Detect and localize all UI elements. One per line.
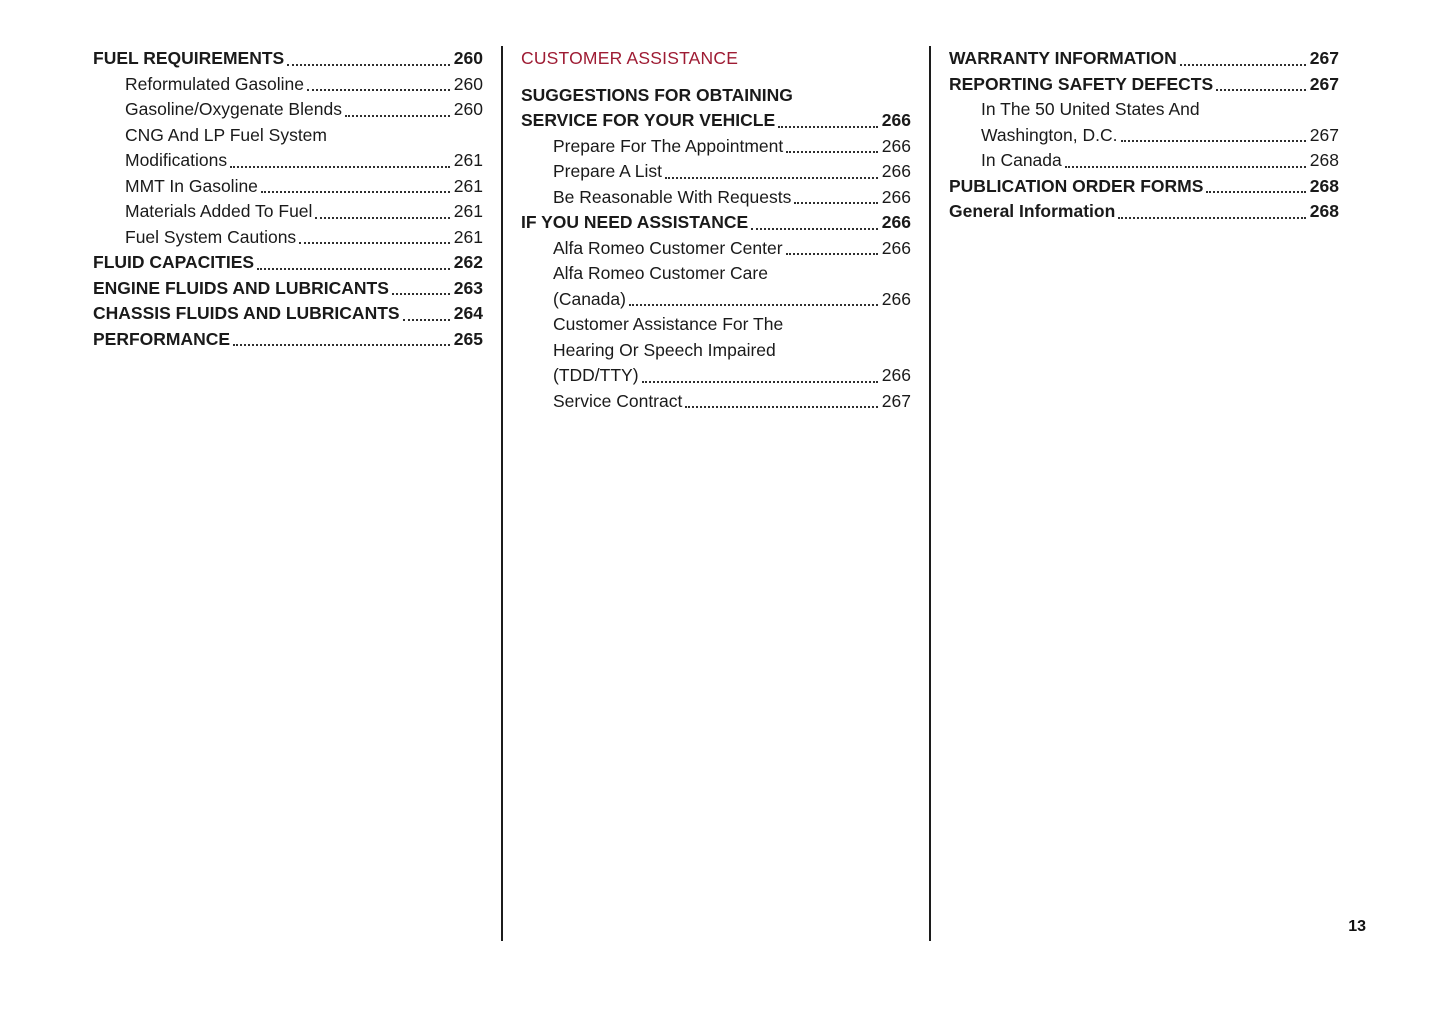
toc-entry-line (553, 363, 911, 389)
dot-leader (299, 242, 450, 244)
dot-leader (786, 151, 878, 153)
toc-entry-page: 266 (881, 365, 911, 385)
dot-leader (261, 191, 450, 193)
toc-entry-label: SERVICE FOR YOUR VEHICLE (521, 110, 776, 130)
toc-entry-label: Washington, D.C. (981, 124, 1118, 145)
dot-leader (1065, 166, 1306, 168)
toc-entry-wrap-line: SUGGESTIONS FOR OBTAINING (521, 84, 793, 105)
toc-entry (949, 97, 1339, 148)
toc-entry-page: 266 (881, 186, 911, 207)
dot-leader (392, 293, 450, 295)
dot-leader (1121, 140, 1306, 142)
toc-entry-page: 265 (453, 328, 483, 349)
toc-entry-line (981, 148, 1339, 174)
dot-leader (257, 268, 450, 270)
toc-entry-page: 267 (1309, 124, 1339, 145)
toc-entry-line (949, 174, 1339, 200)
toc-entry-wrap-line: Hearing Or Speech Impaired (553, 339, 776, 360)
toc-entry-page: 266 (881, 212, 911, 232)
toc-entry (93, 225, 483, 251)
toc-entry-line (125, 225, 483, 251)
toc-entry-label: Be Reasonable With Requests (553, 186, 792, 207)
dot-leader (751, 228, 878, 230)
toc-entry-page: 260 (453, 99, 483, 119)
toc-entry (521, 210, 911, 236)
toc-entry-label: Fuel System Cautions (125, 226, 297, 247)
toc-entry (93, 97, 483, 123)
toc-entry-line (553, 287, 911, 313)
toc-entry-line (125, 72, 483, 98)
toc-entry-page: 267 (1309, 48, 1339, 68)
toc-entry-line (981, 123, 1339, 149)
toc-entry-label: Gasoline/Oxygenate Blends (125, 99, 342, 119)
toc-entry-wrap-line: Customer Assistance For The (553, 314, 784, 334)
toc-entry-line (93, 301, 483, 327)
dot-leader (315, 217, 449, 219)
toc-entry (93, 301, 483, 327)
toc-entry-page: 267 (1309, 73, 1339, 94)
toc-entry-page: 266 (881, 237, 911, 258)
dot-leader (233, 344, 450, 346)
toc-entry-label: Alfa Romeo Customer Center (553, 237, 783, 258)
toc-entry-page: 260 (453, 73, 483, 94)
section-heading: CUSTOMER ASSISTANCE (521, 48, 739, 68)
toc-entry-label: Service Contract (553, 390, 683, 411)
toc-entry-label: General Information (949, 201, 1116, 221)
toc-entry-line (93, 250, 483, 276)
toc-entry (93, 72, 483, 98)
toc-columns-container (93, 46, 1339, 941)
dot-leader (230, 166, 450, 168)
toc-entry-label: PUBLICATION ORDER FORMS (949, 175, 1204, 196)
toc-entry (949, 174, 1339, 200)
toc-entry-line (93, 327, 483, 353)
dot-leader (1206, 191, 1305, 193)
toc-entry-label: CHASSIS FLUIDS AND LUBRICANTS (93, 303, 400, 323)
dot-leader (287, 64, 450, 66)
dot-leader (1118, 217, 1306, 219)
toc-entry-label: PERFORMANCE (93, 328, 231, 349)
toc-entry-page: 262 (453, 252, 483, 272)
toc-entry (521, 389, 911, 415)
toc-entry-label: (TDD/TTY) (553, 365, 639, 385)
toc-entry-label: Prepare A List (553, 161, 662, 181)
toc-entry-label: FUEL REQUIREMENTS (93, 48, 285, 68)
toc-entry-page: 263 (453, 277, 483, 298)
toc-column-3 (949, 46, 1339, 225)
dot-leader (642, 381, 878, 383)
dot-leader (778, 126, 878, 128)
page-number: 13 (1348, 918, 1366, 935)
toc-entry (521, 83, 911, 134)
column-divider (501, 46, 503, 941)
column-divider (929, 46, 931, 941)
toc-entry-line (93, 276, 483, 302)
toc-entry-label: (Canada) (553, 288, 626, 309)
toc-entry-page: 268 (1309, 201, 1339, 221)
toc-entry-label: WARRANTY INFORMATION (949, 48, 1177, 68)
toc-entry-page: 266 (881, 135, 911, 156)
toc-entry (521, 159, 911, 185)
toc-entry-line (125, 199, 483, 225)
toc-entry-line (521, 108, 911, 134)
toc-entry (521, 261, 911, 312)
toc-entry-label: FLUID CAPACITIES (93, 252, 255, 272)
dot-leader (665, 177, 878, 179)
toc-entry (521, 185, 911, 211)
toc-entry-page: 266 (881, 161, 911, 181)
toc-entry (521, 236, 911, 262)
dot-leader (1216, 89, 1306, 91)
toc-entry-page: 264 (453, 303, 483, 323)
toc-entry-page: 266 (881, 110, 911, 130)
dot-leader (794, 202, 877, 204)
toc-entry (521, 134, 911, 160)
toc-entry-label: Materials Added To Fuel (125, 201, 313, 221)
toc-entry (93, 174, 483, 200)
toc-entry-label: MMT In Gasoline (125, 175, 258, 196)
toc-entry-page: 261 (453, 226, 483, 247)
toc-entry (93, 123, 483, 174)
toc-entry-line (553, 236, 911, 262)
toc-entry (949, 148, 1339, 174)
toc-entry-line (553, 134, 911, 160)
toc-entry-wrap-line: CNG And LP Fuel System (125, 124, 327, 145)
toc-entry-line (125, 174, 483, 200)
toc-entry-label: REPORTING SAFETY DEFECTS (949, 73, 1214, 94)
toc-entry-label: IF YOU NEED ASSISTANCE (521, 212, 749, 232)
toc-entry-line (949, 72, 1339, 98)
toc-entry-line (553, 159, 911, 185)
toc-entry (93, 276, 483, 302)
toc-entry-label: Modifications (125, 150, 228, 170)
toc-entry-line (521, 210, 911, 236)
toc-entry-page: 261 (453, 150, 483, 170)
dot-leader (685, 406, 877, 408)
toc-entry-page: 268 (1309, 175, 1339, 196)
dot-leader (786, 253, 878, 255)
toc-entry-page: 260 (453, 48, 483, 68)
toc-column-1 (93, 46, 483, 352)
dot-leader (629, 304, 878, 306)
toc-entry-line (949, 199, 1339, 225)
toc-entry-label: Reformulated Gasoline (125, 73, 304, 94)
toc-entry (949, 199, 1339, 225)
toc-entry-line (553, 389, 911, 415)
toc-entry (93, 327, 483, 353)
toc-entry (93, 46, 483, 72)
toc-entry (949, 72, 1339, 98)
toc-entry-line (125, 97, 483, 123)
toc-entry (949, 46, 1339, 72)
toc-entry-label: In Canada (981, 150, 1062, 170)
toc-entry-page: 261 (453, 175, 483, 196)
toc-entry-page: 266 (881, 288, 911, 309)
dot-leader (307, 89, 450, 91)
toc-entry-line (125, 148, 483, 174)
dot-leader (1180, 64, 1306, 66)
toc-entry (93, 199, 483, 225)
toc-column-2 (521, 46, 911, 414)
toc-entry-wrap-line: Alfa Romeo Customer Care (553, 263, 768, 283)
dot-leader (403, 319, 450, 321)
toc-entry (93, 250, 483, 276)
toc-entry-label: Prepare For The Appointment (553, 135, 784, 156)
toc-entry-page: 267 (881, 390, 911, 411)
toc-entry-label: ENGINE FLUIDS AND LUBRICANTS (93, 277, 389, 298)
toc-entry (521, 312, 911, 389)
toc-entry-line (93, 46, 483, 72)
toc-entry-page: 261 (453, 201, 483, 221)
dot-leader (345, 115, 450, 117)
toc-entry-wrap-line: In The 50 United States And (981, 99, 1200, 119)
toc-entry-page: 268 (1309, 150, 1339, 170)
toc-entry-line (949, 46, 1339, 72)
toc-entry-line (553, 185, 911, 211)
